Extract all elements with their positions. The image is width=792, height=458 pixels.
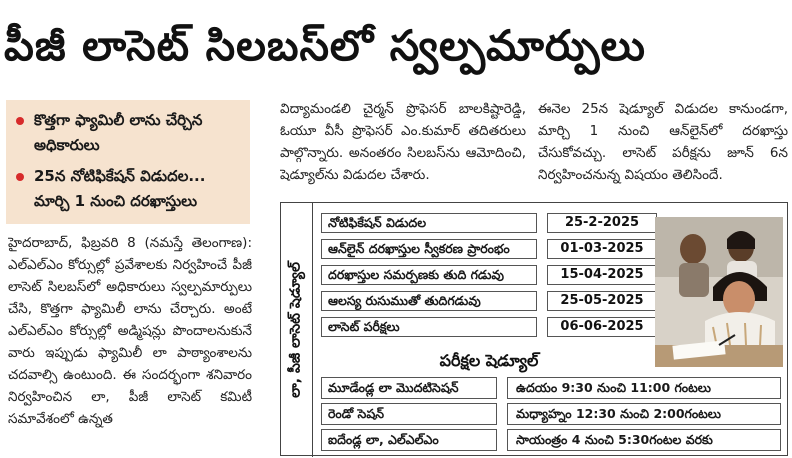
highlight-text: కొత్తగా ఫ్యామిలీ లాను చేర్చిన అధికారులు xyxy=(34,111,203,154)
schedule-row-label: నోటిఫికేషన్‌ విడుదల xyxy=(321,213,537,233)
schedule-row-label: లాసెట్‌ పరీక్షలు xyxy=(321,317,537,337)
article-column-right: ఈనెల 25న షెడ్యూల్‌ విడుదల కానుండగా, మార్చి 1 నుంచి ఆన్‌లైన్‌లో దరఖాస్తు చేసుకోవచ్చు. లాసెట్‌ పరీక్షను జూన్‌ 6న నిర్వహించనున్న విషయం తెలిసిందే. xyxy=(538,101,788,183)
schedule-vertical-title xyxy=(281,203,313,457)
bullet-icon xyxy=(16,117,24,125)
session-row xyxy=(321,377,781,399)
schedule-row-date: 15-04-2025 xyxy=(547,265,657,285)
session-time: మధ్యాహ్నం 12:30 నుంచి 2:00గంటలు xyxy=(507,403,781,425)
schedule-row-date: 01-03-2025 xyxy=(547,239,657,259)
article-column-middle: విద్యామండలి చైర్మన్‌ ప్రొఫెసర్‌ బాలకిష్టారెడ్డి, ఓయూ వీసీ ప్రొఫెసర్‌ ఎం.కుమార్‌ తదితరులు పాల్గొన్నారు. అనంతరం సిలబస్‌ను ఆమోదించి, షెడ్యూల్‌ను విడుదల చేశారు. xyxy=(280,101,526,183)
session-row xyxy=(321,403,781,425)
schedule-row xyxy=(321,317,657,337)
students-photo xyxy=(655,217,783,367)
session-name: రెండో సెషన్‌ xyxy=(321,403,497,425)
schedule-row xyxy=(321,213,657,233)
schedule-row xyxy=(321,291,657,311)
schedule-row-date: 25-2-2025 xyxy=(547,213,657,233)
session-row xyxy=(321,429,781,451)
highlight-item xyxy=(16,164,242,214)
schedule-row-date: 06-06-2025 xyxy=(547,317,657,337)
highlights-box xyxy=(6,100,250,224)
schedule-row xyxy=(321,265,657,285)
schedule-row-date: 25-05-2025 xyxy=(547,291,657,311)
session-time: ఉదయం 9:30 నుంచి 11:00 గంటలు xyxy=(507,377,781,399)
students-photo-illustration xyxy=(655,217,783,367)
schedule-box xyxy=(280,202,788,456)
schedule-row xyxy=(321,239,657,259)
schedule-row-label: దరఖాస్తుల సమర్పణకు తుది గడువు xyxy=(321,265,537,285)
headline: పీజీ లాసెట్‌ సిలబస్‌లో స్వల్పమార్పులు xyxy=(4,21,646,70)
exam-schedule-title: పరీక్షల షెడ్యూల్‌ xyxy=(439,351,539,370)
schedule-row-label: ఆన్‌లైన్‌ దరఖాస్తుల స్వీకరణ ప్రారంభం xyxy=(321,239,537,259)
schedule-row-label: ఆలస్య రుసుముతో తుదిగడువు xyxy=(321,291,537,311)
highlight-text: 25న నోటిఫికేషన్‌ విడుదల... మార్చి 1 నుంచి దరఖాస్తులు xyxy=(34,167,206,210)
article-column-left: హైదరాబాద్‌, ఫిబ్రవరి 8 (నమస్తే తెలంగాణ): ఎల్‌ఎల్‌ఎం కోర్సుల్లో ప్రవేశాలకు నిర్వహించే పీజీ లాసెట్‌ సిలబస్‌లో అధికారులు స్వల్పమార్పులు చేసి, కొత్తగా ఫ్యామిలీ లాను చేర్చారు. అంటే ఎల్‌ఎల్‌ఎం కోర్సుల్లో అడ్మిషన్లు పొందాలనుకునే వారు ఇప్పుడు ఫ్యామిలీ లా పాఠ్యాంశాలను చదవాల్సి ఉంటుంది. ఈ సందర్భంగా శనివారం నిర్వహించిన లా, పీజీ లాసెట్‌ కమిటీ సమావేశంలో ఉన్నత xyxy=(8,235,252,427)
schedule-vertical-title-text: లా, పీజీ లాసెట్‌ షెడ్యూల్‌ xyxy=(287,262,304,398)
highlight-item xyxy=(16,108,242,158)
session-name: మూడేండ్ల లా మొదటిసెషన్‌ xyxy=(321,377,497,399)
session-time: సాయంత్రం 4 నుంచి 5:30గంటల వరకు xyxy=(507,429,781,451)
session-name: ఐదేండ్ల లా, ఎల్‌ఎల్‌ఎం xyxy=(321,429,497,451)
bullet-icon xyxy=(16,173,24,181)
